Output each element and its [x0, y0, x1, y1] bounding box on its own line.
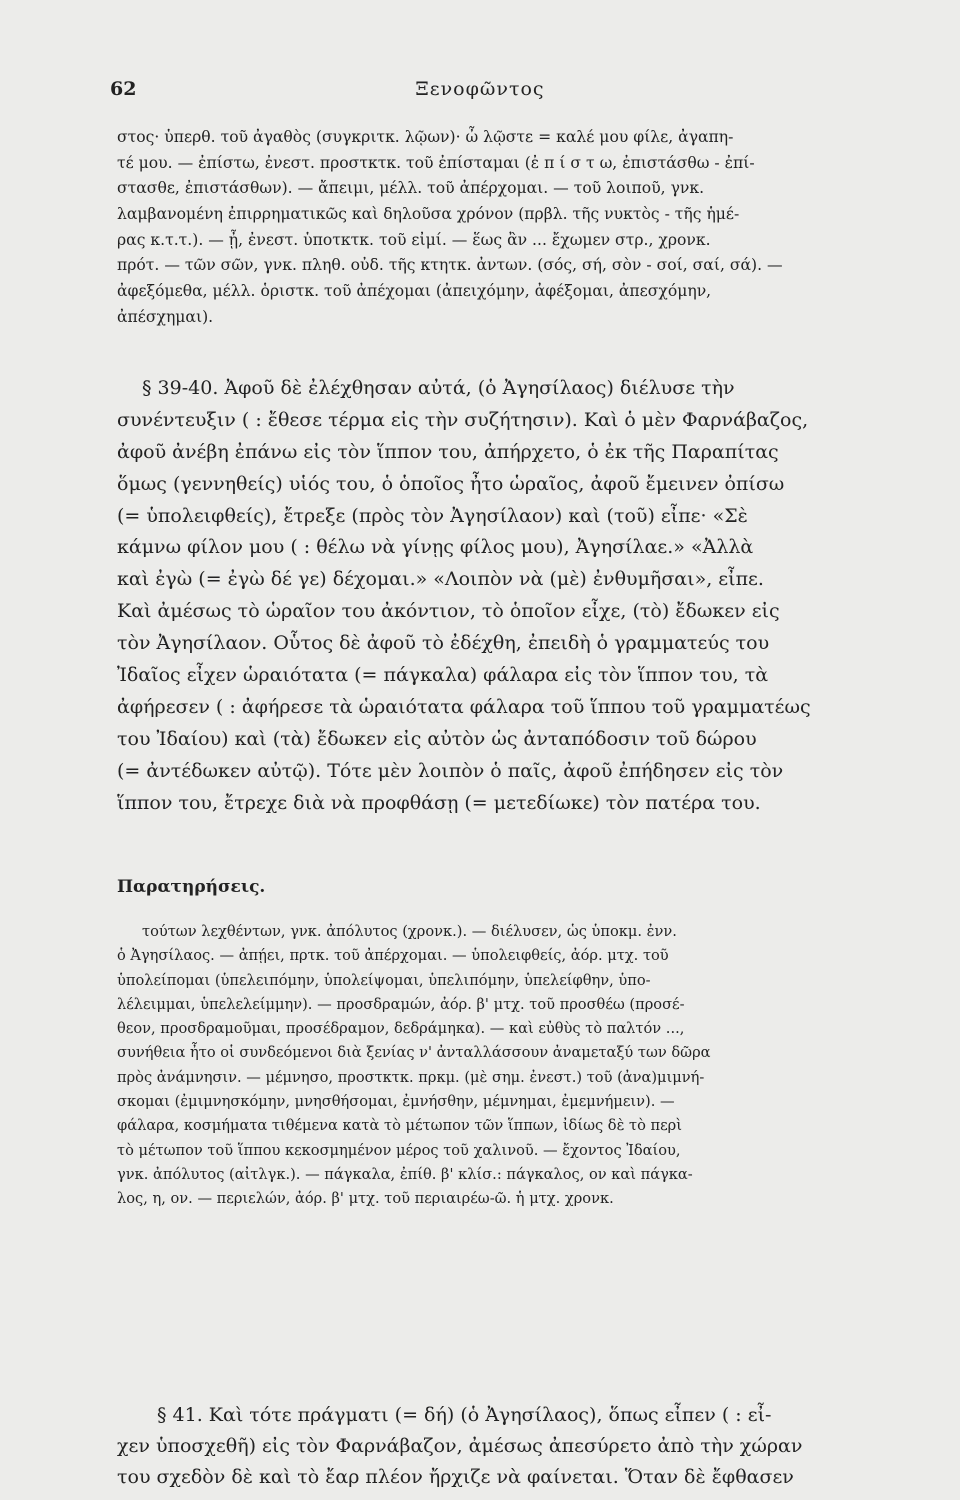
remark-line: θεον, προσδραμοῦμαι, προσέδραμον, δεδράμηκα). — καὶ εὐθὺς τὸ παλτόν ...,: [117, 1020, 685, 1038]
remark-line: λος, η, ον. — περιελών, ἀόρ. β' μτχ. τοῦ περιαιρέω-ῶ. ἡ μτχ. χρονκ.: [117, 1190, 614, 1208]
paragraph-line: (= ὑπολειφθείς), ἔτρεξε (πρὸς τὸν Ἀγησίλαον) καὶ (τοῦ) εἶπε· «Σὲ: [117, 504, 748, 527]
paragraph-line: Ἰδαῖος εἶχεν ὡραιότατα (= πάγκαλα) φάλαρα εἰς τὸν ἵππον του, τὰ: [117, 664, 769, 687]
section-41: [117, 1400, 907, 1493]
remark-line: γνκ. ἀπόλυτος (αἰτλγκ.). — πάγκαλα, ἐπίθ. β' κλίσ.: πάγκαλος, ον καὶ πάγκα-: [117, 1165, 693, 1183]
remark-line: ὑπολείπομαι (ὑπελειπόμην, ὑπολείψομαι, ὑπελιπόμην, ὑπελείφθην, ὑπο-: [117, 971, 651, 989]
paragraph-line: Καὶ ἀμέσως τὸ ὡραῖον του ἀκόντιον, τὸ ὁποῖον εἶχε, (τὸ) ἔδωκεν εἰς: [117, 600, 780, 623]
paragraph-line: § 41. Καὶ τότε πράγματι (= δή) (ὁ Ἀγησίλαος), ὅπως εἶπεν ( : εἶ-: [157, 1404, 772, 1426]
remark-line: τούτων λεχθέντων, γνκ. ἀπόλυτος (χρονκ.). — διέλυσεν, ὡς ὑποκμ. ἐνν.: [142, 923, 677, 940]
note-line: ἀπέσχημαι).: [117, 307, 214, 326]
paragraph-line: ἀφήρεσεν ( : ἀφήρεσε τὰ ὡραιότατα φάλαρα τοῦ ἵππου τοῦ γραμματέως: [117, 695, 811, 718]
paragraph-line: ἵππον του, ἔτρεχε διὰ νὰ προφθάσῃ (= μετεδίωκε) τὸν πατέρα του.: [117, 791, 761, 814]
note-line: λαμβανομένη ἐπιρρηματικῶς καὶ δηλοῦσα χρόνον (πρβλ. τῆς νυκτὸς - τῆς ἡμέ-: [117, 205, 740, 224]
paragraph-line: του Ἰδαίου) καὶ (τὰ) ἔδωκεν εἰς αὐτὸν ὡς ἀνταπόδοσιν τοῦ δώρου: [117, 727, 757, 750]
note-line: ἀφεξόμεθα, μέλλ. ὁριστκ. τοῦ ἀπέχομαι (ἀπειχόμην, ἀφέξομαι, ἀπεσχόμην,: [117, 282, 712, 301]
paragraph-line: § 39-40. Ἀφοῦ δὲ ἐλέχθησαν αὐτά, (ὁ Ἀγησίλαος) διέλυσε τὴν: [142, 377, 735, 399]
note-line: τέ μου. — ἐπίστω, ἐνεστ. προστκτκ. τοῦ ἐπίσταμαι (ἐ π ί σ τ ω, ἐπιστάσθω - ἐπί-: [117, 153, 755, 172]
paragraph-line: συνέντευξιν ( : ἔθεσε τέρμα εἰς τὴν συζήτησιν). Καὶ ὁ μὲν Φαρνάβαζος,: [117, 408, 809, 431]
paragraph-line: καὶ ἐγὼ (= ἐγὼ δέ γε) δέχομαι.» «Λοιπὸν νὰ (μὲ) ἐνθυμῆσαι», εἶπε.: [117, 568, 764, 591]
page-header: [110, 78, 850, 102]
paragraph-line: ἀφοῦ ἀνέβη ἐπάνω εἰς τὸν ἵππον του, ἀπήρχετο, ὁ ἐκ τῆς Παραπίτας: [117, 440, 779, 463]
remark-line: σκομαι (ἐμιμνησκόμην, μνησθήσομαι, ἐμνήσθην, μέμνημαι, ἐμεμνήμειν). —: [117, 1093, 675, 1111]
paragraph-line: (= ἀντέδωκεν αὐτῷ). Τότε μὲν λοιπὸν ὁ παῖς, ἀφοῦ ἐπήδησεν εἰς τὸν: [117, 759, 784, 782]
remark-line: τὸ μέτωπον τοῦ ἵππου κεκοσμημένον μέρος τοῦ χαλινοῦ. — ἔχοντος Ἰδαίου,: [117, 1141, 681, 1159]
note-line: ρας κ.τ.τ.). — ᾖ, ἐνεστ. ὑποτκτκ. τοῦ εἰμί. — ἕως ἂν ... ἔχωμεν στρ., χρονκ.: [117, 230, 711, 249]
paragraph-line: ὅμως (γεννηθείς) υἱός του, ὁ ὁποῖος ἦτο ὡραῖος, ἀφοῦ ἔμεινεν ὀπίσω: [117, 472, 785, 495]
section-39-40: [117, 373, 907, 819]
paragraph-line: χεν ὑποσχεθῆ) εἰς τὸν Φαρνάβαζον, ἀμέσως ἀπεσύρετο ἀπὸ τὴν χώραν: [117, 1435, 803, 1457]
paragraph-line: του σχεδὸν δὲ καὶ τὸ ἔαρ πλέον ἤρχιζε νὰ φαίνεται. Ὅταν δὲ ἔφθασεν: [117, 1466, 794, 1488]
remarks-notes: [117, 920, 907, 1212]
remark-line: συνήθεια ἦτο οἱ συνδεόμενοι διὰ ξενίας ν' ἀνταλλάσσουν ἀναμεταξύ των δῶρα: [117, 1044, 711, 1062]
remarks-heading: Παρατηρήσεις.: [117, 877, 266, 897]
remark-line: φάλαρα, κοσμήματα τιθέμενα κατὰ τὸ μέτωπον τῶν ἵππων, ἰδίως δὲ τὸ περὶ: [117, 1117, 682, 1135]
remark-line: πρὸς ἀνάμνησιν. — μέμνησο, προστκτκ. πρκμ. (μὲ σημ. ἐνεστ.) τοῦ (ἀνα)μιμνή-: [117, 1068, 705, 1086]
remark-line: ὁ Ἀγησίλαος. — ἀπῄει, πρτκ. τοῦ ἀπέρχομαι. — ὑπολειφθείς, ἀόρ. μτχ. τοῦ: [117, 947, 669, 965]
note-line: στασθε, ἐπιστάσθων). — ἄπειμι, μέλλ. τοῦ ἀπέρχομαι. — τοῦ λοιποῦ, γνκ.: [117, 179, 705, 198]
remark-line: λέλειμμαι, ὑπελελείμμην). — προσδραμών, ἀόρ. β' μτχ. τοῦ προσθέω (προσέ-: [117, 995, 685, 1013]
paragraph-line: τὸν Ἀγησίλαον. Οὗτος δὲ ἀφοῦ τὸ ἐδέχθη, ἐπειδὴ ὁ γραμματεύς του: [117, 632, 770, 655]
paragraph-line: κάμνω φίλον μου ( : θέλω νὰ γίνῃς φίλος μου), Ἀγησίλαε.» «Ἀλλὰ: [117, 536, 754, 559]
note-line: στος· ὑπερθ. τοῦ ἀγαθὸς (συγκριτκ. λῷων)· ὦ λῷστε = καλέ μου φίλε, ἀγαπη-: [117, 128, 734, 146]
page-number: 62: [110, 78, 137, 100]
notes-top: [117, 125, 907, 331]
note-line: πρότ. — τῶν σῶν, γνκ. πληθ. οὐδ. τῆς κτητκ. ἀντων. (σός, σή, σὸν - σοί, σαί, σά). —: [117, 256, 783, 275]
running-title: Ξενοφῶντος: [415, 78, 545, 100]
